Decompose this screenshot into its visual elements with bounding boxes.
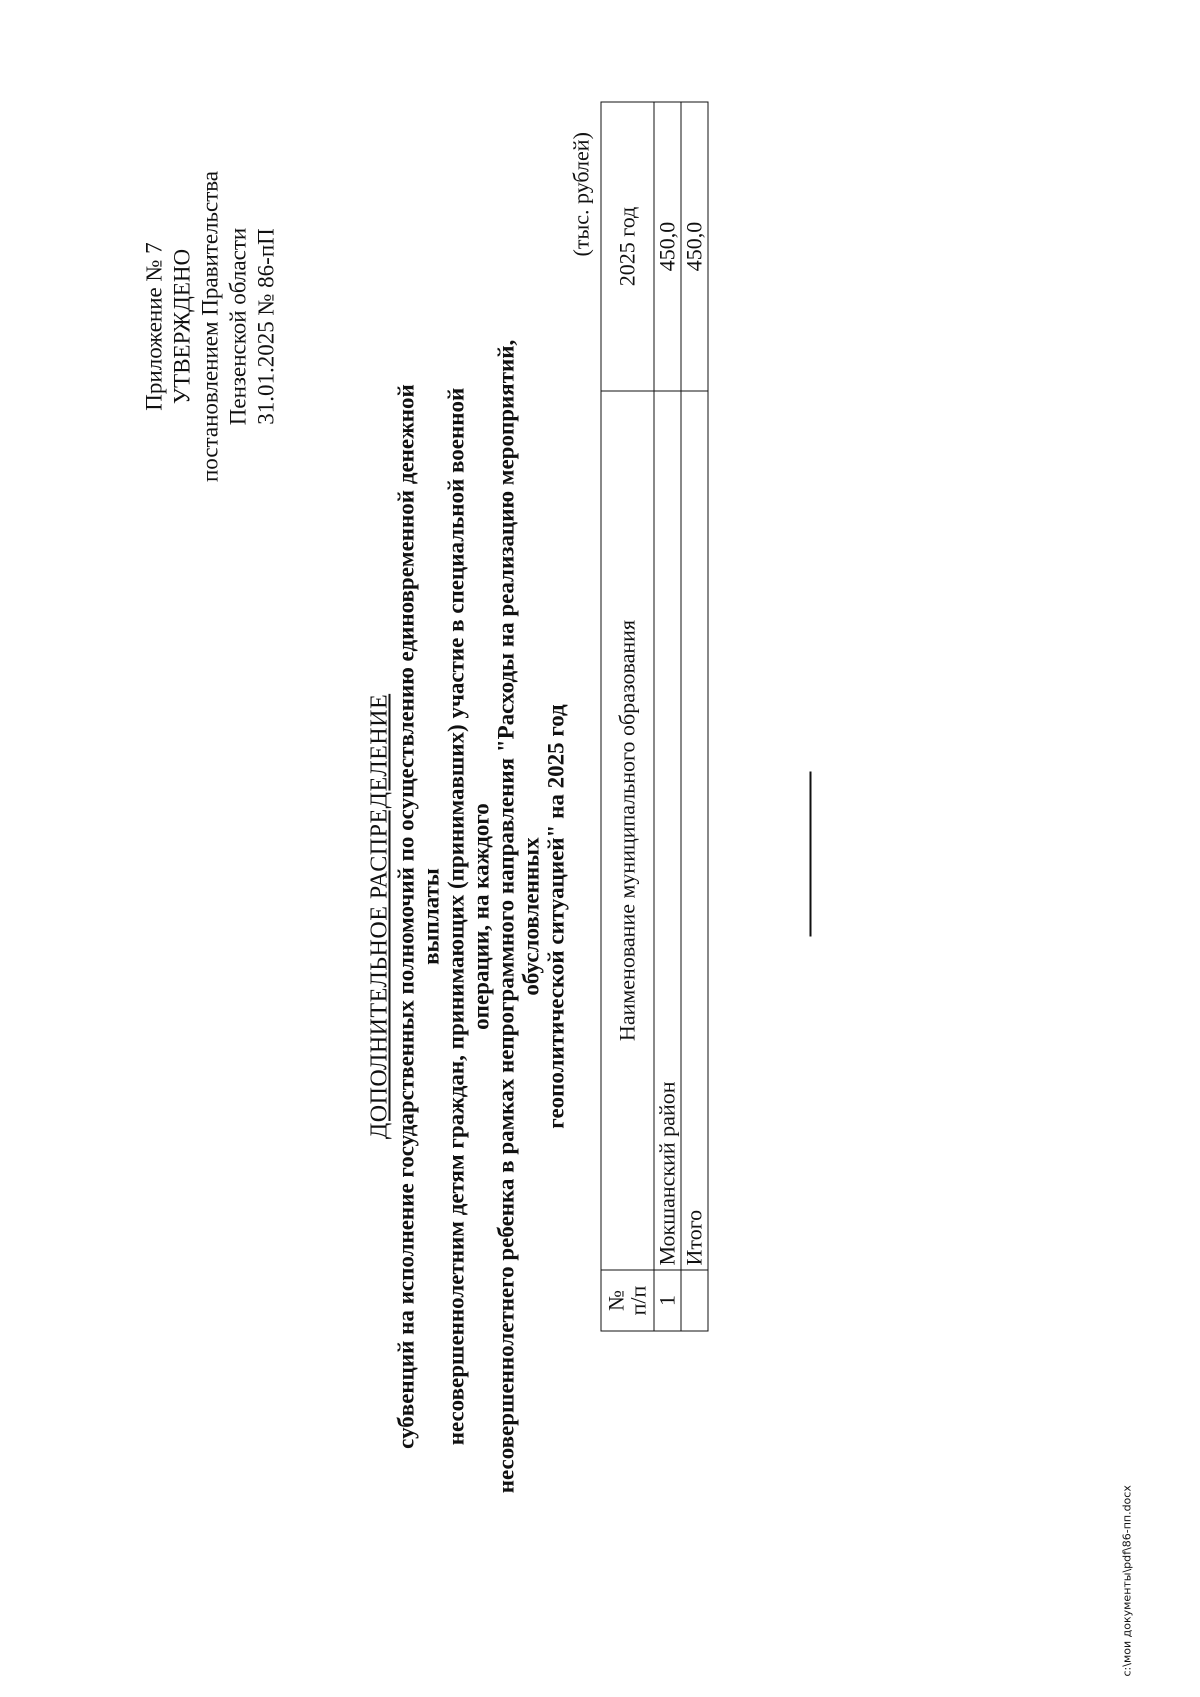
approval-authority: постановлением Правительства	[197, 170, 222, 483]
approval-stamp	[140, 97, 280, 557]
total-label: Итого	[681, 391, 708, 1270]
row-number: 1	[654, 1270, 681, 1331]
approval-region: Пензенской области	[225, 227, 250, 426]
row-amount: 450,0	[654, 102, 681, 391]
document-subtitle-line-1: субвенций на исполнение государственных полномочий по осуществлению единовременной денежной выплаты	[393, 384, 443, 1449]
document-heading	[365, 337, 568, 1497]
document-subtitle-line-2: несовершеннолетним детям граждан, принимающих (принимавших) участие в специальной военной операции, на каждого	[443, 387, 493, 1446]
total-amount: 450,0	[681, 102, 708, 391]
document-subtitle-line-4: геополитической ситуацией" на 2025 год	[543, 704, 568, 1129]
header-number	[601, 1270, 654, 1331]
closing-rule-divider	[809, 772, 811, 937]
row-municipality: Мокшанский район	[654, 391, 681, 1270]
file-path-footer: c:\мои документы\pdf\86-пп.docx	[1120, 1485, 1133, 1677]
table-header-row	[601, 102, 654, 1331]
header-number-symbol: №	[603, 1290, 628, 1311]
unit-note: (тыс. рублей)	[568, 132, 593, 257]
approved-label: УТВЕРЖДЕНО	[169, 248, 194, 405]
appendix-number: Приложение № 7	[141, 242, 166, 411]
table-row	[654, 102, 681, 1331]
header-municipality-name: Наименование муниципального образования	[601, 391, 654, 1270]
distribution-table	[600, 102, 708, 1332]
total-number	[681, 1270, 708, 1331]
document-title: ДОПОЛНИТЕЛЬНОЕ РАСПРЕДЕЛЕНИЕ	[366, 693, 392, 1140]
header-number-abbr: п/п	[625, 1285, 650, 1316]
document-subtitle-line-3: несовершеннолетнего ребенка в рамках непрограммного направления "Расходы на реализацию мероприятий, обусловленных	[493, 339, 543, 1494]
table-total-row	[681, 102, 708, 1331]
approval-date-number: 31.01.2025 № 86-пП	[253, 228, 278, 425]
header-year: 2025 год	[601, 102, 654, 391]
